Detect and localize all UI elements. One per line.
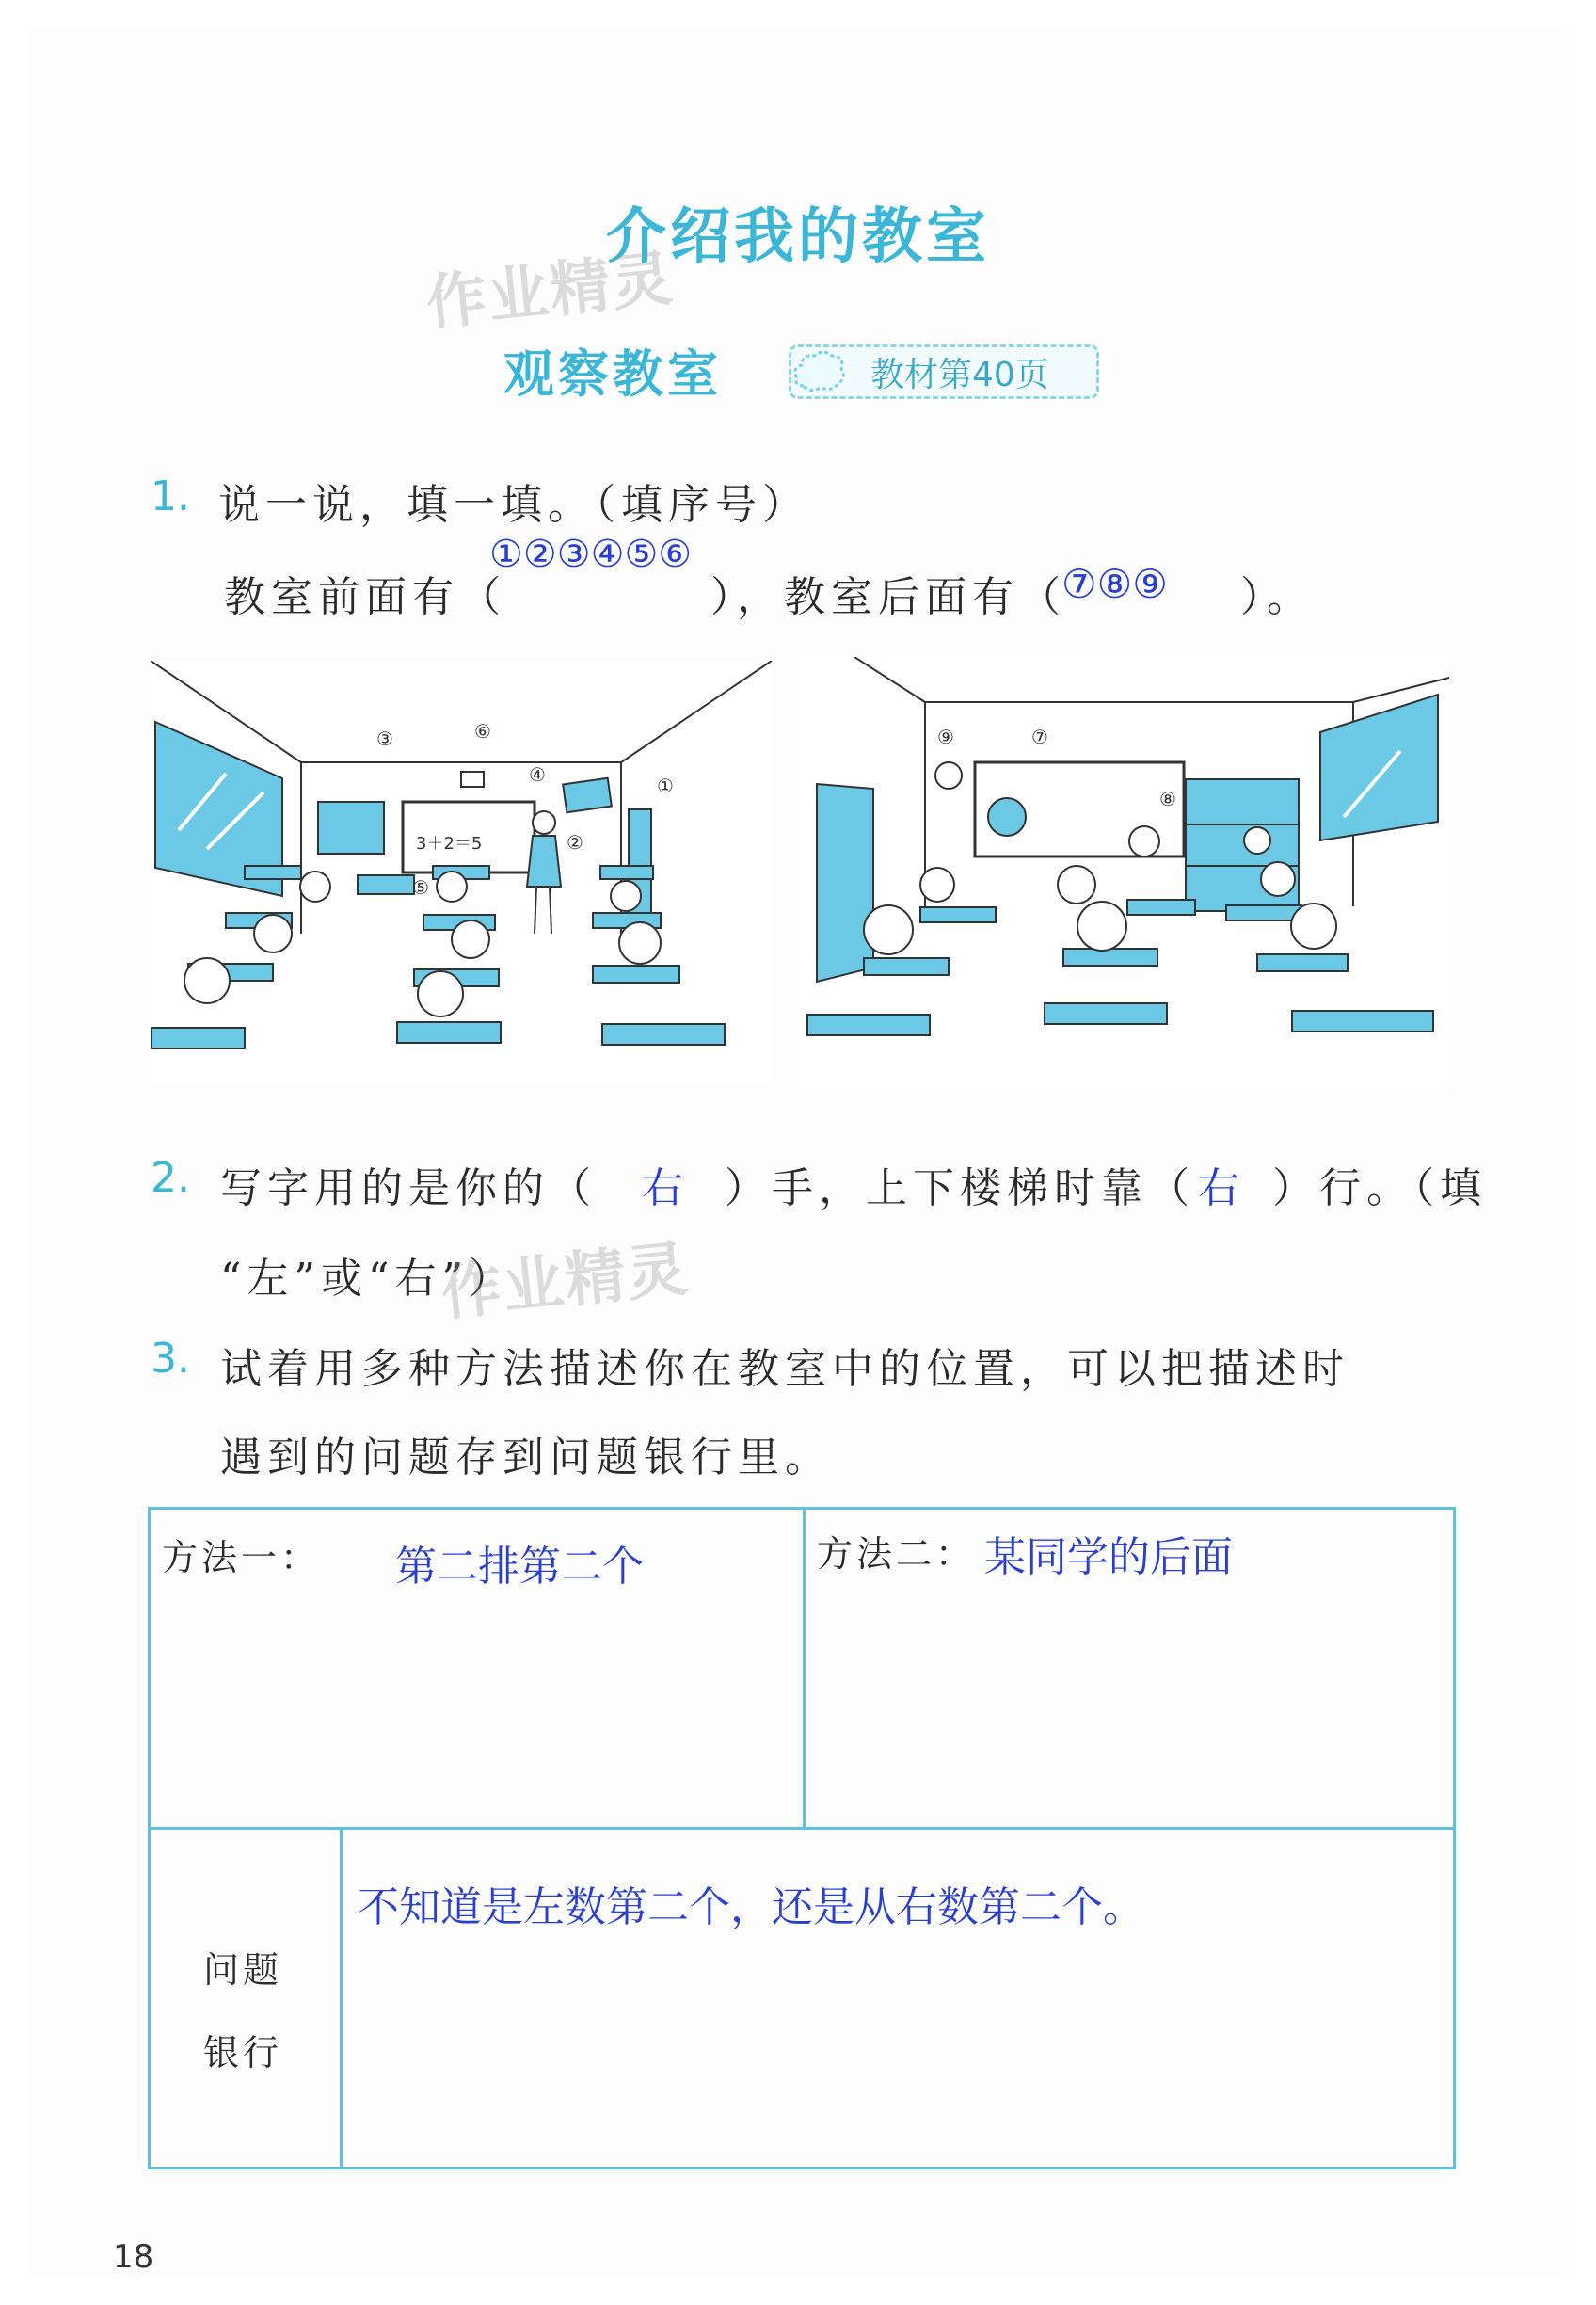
q1-answer-front: ①②③④⑤⑥ [489, 533, 693, 576]
marker-3: ③ [376, 728, 393, 750]
watermark-top: 作业精灵 [423, 244, 678, 340]
classroom-front-illustration [151, 661, 772, 1082]
q2-number: 2. [151, 1154, 190, 1202]
table-divider-horizontal [148, 1827, 1456, 1830]
marker-8: ⑧ [1159, 788, 1176, 810]
marker-2: ② [567, 831, 583, 854]
q1-line-c: ）。 [1240, 573, 1314, 621]
q2-answer-side: 右 [1198, 1164, 1239, 1212]
answer-table [148, 1507, 1456, 2169]
q1-number: 1. [151, 472, 190, 520]
q1-line-b: ），教室后面有（ [710, 573, 1066, 621]
q2-text-c: ）行。（填 [1272, 1164, 1487, 1212]
page-number: 18 [113, 2238, 154, 2276]
q3-line1: 试着用多种方法描述你在教室中的位置，可以把描述时 [220, 1345, 1349, 1393]
q2-text-b: ）手，上下楼梯时靠（ [725, 1164, 1195, 1212]
marker-6: ⑥ [474, 720, 491, 743]
q2-text-d: “左”或“右”） [220, 1255, 516, 1303]
bank-answer: 不知道是左数第二个，还是从右数第二个。 [358, 1883, 1144, 1931]
bank-divider [340, 1827, 343, 2169]
marker-1: ① [657, 775, 674, 797]
q2-text-a: 写字用的是你的（ [220, 1164, 597, 1212]
q3-line2: 遇到的问题存到问题银行里。 [220, 1433, 832, 1481]
marker-4: ④ [529, 763, 546, 786]
method2-label: 方法二： [817, 1533, 976, 1575]
marker-5: ⑤ [412, 876, 429, 899]
cloud-icon [792, 348, 847, 393]
method1-label: 方法一： [162, 1537, 321, 1578]
board-text: 3＋2＝5 [416, 834, 483, 854]
q1-prompt: 说一说，填一填。（填序号） [218, 481, 809, 529]
q1-line-a: 教室前面有（ [224, 573, 506, 621]
textbook-ref-text: 教材第40页 [870, 356, 1049, 394]
q3-number: 3. [151, 1335, 190, 1383]
marker-7: ⑦ [1031, 726, 1048, 748]
classroom-back-illustration [798, 657, 1449, 1088]
method2-answer: 某同学的后面 [984, 1533, 1233, 1581]
page-title: 介绍我的教室 [606, 202, 990, 272]
q1-answer-back: ⑦⑧⑨ [1061, 561, 1168, 607]
bank-label-1: 问题 [203, 1949, 283, 1991]
q2-answer-hand: 右 [642, 1164, 683, 1212]
watermark-middle: 作业精灵 [438, 1234, 693, 1330]
marker-9: ⑨ [937, 726, 954, 748]
bank-label-2: 银行 [203, 2032, 283, 2073]
method1-answer: 第二排第二个 [395, 1543, 644, 1591]
table-divider-vertical [803, 1507, 806, 1829]
section-subtitle: 观察教室 [503, 344, 722, 404]
